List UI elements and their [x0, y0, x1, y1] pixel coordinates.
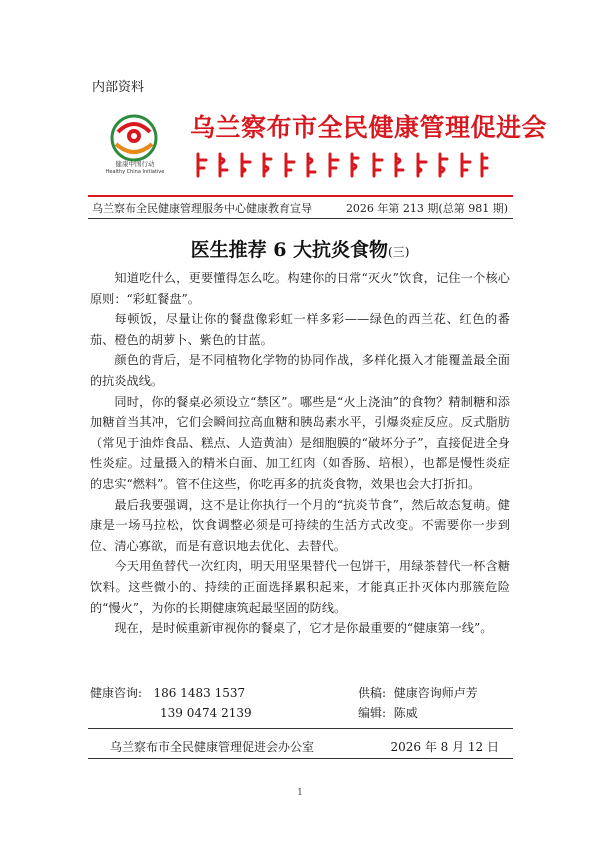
logo-caption-cn: 健康中国行动 [115, 160, 155, 168]
paragraph: 同时，你的餐桌必须设立“禁区”。哪些是“火上浇油”的食物？精制糖和添加糖首当其冲，它们会瞬间拉高血糖和胰岛素水平，引爆炎症反应。反式脂肪（常见于油炸食品、糕点、人造黄油）是细胞膜的“破坏分子”，直接促进全身性炎症。过量摄入的精米白面、加工红肉（如香肠、培根），也都是慢性炎症的忠实“燃料”。管不住这些，你吃再多的抗炎食物，效果也会大打折扣。 [90, 394, 510, 491]
phone-number-2: 139 0474 2139 [160, 706, 252, 720]
article-title-part: (三) [388, 245, 410, 259]
phone-label: 健康咨询: [90, 686, 143, 700]
page-number: 1 [297, 788, 303, 798]
author-label: 供稿: [358, 686, 387, 700]
logo-caption-en: Healthy China Initiative [105, 169, 165, 175]
publisher-label: 乌兰察布全民健康管理服务中心健康教育宣导 [92, 202, 312, 215]
article-body [90, 268, 510, 639]
contact-credits [358, 683, 478, 723]
issue-line [92, 200, 512, 216]
org-title: 乌兰察布市全民健康管理促进会 [190, 113, 548, 142]
editor-label: 编辑: [358, 706, 387, 720]
internal-material-label: 内部资料 [92, 80, 145, 95]
mongolian-script-title [190, 150, 490, 180]
footer-line [110, 738, 505, 755]
issue-number: 2026 年第 213 期(总第 981 期) [345, 202, 508, 215]
paragraph: 今天用鱼替代一次红肉，明天用坚果替代一包饼干，用绿茶替代一杯含糖饮料。这些微小的、持续的正面选择累积起来，才能真正扑灭体内那簇危险的“慢火”，为你的长期健康筑起最坚固的防线。 [90, 559, 510, 615]
paragraph: 颜色的背后，是不同植物化学物的协同作战，多样化摄入才能覆盖最全面的抗炎战线。 [90, 353, 510, 388]
paragraph: 现在，是时候重新审视你的餐桌了，它才是你最重要的“健康第一线”。 [114, 621, 493, 636]
article-title [0, 235, 600, 262]
paragraph: 知道吃什么，更要懂得怎么吃。构建你的日常“灭火”饮食，记住一个核心原则：“彩虹餐盘”。 [90, 271, 510, 306]
footer-rule-top [88, 728, 513, 729]
phone-number-1: 186 1483 1537 [153, 686, 246, 700]
logo-caption [100, 160, 170, 176]
article-title-text: 医生推荐 6 大抗炎食物 [190, 239, 389, 261]
issue-rule [88, 218, 513, 219]
paragraph: 最后我要强调，这不是让你执行一个月的“抗炎节食”，然后故态复萌。健康是一场马拉松，饮食调整必须是可持续的生活方式改变。不需要你一步到位、清心寡欲，而是有意识地去优化、去替代。 [90, 497, 510, 553]
office-name: 乌兰察布市全民健康管理促进会办公室 [110, 740, 315, 754]
contact-phones [90, 683, 252, 723]
paragraph: 每顿饭，尽量让你的餐盘像彩虹一样多彩——绿色的西兰花、红色的番茄、橙色的胡萝卜、紫色的甘蓝。 [90, 312, 510, 347]
footer-rule-bottom [88, 758, 513, 759]
publish-date: 2026 年 8 月 12 日 [390, 740, 499, 754]
editor-name: 陈威 [393, 706, 418, 720]
header-rule [88, 195, 513, 197]
author-name: 健康咨询师卢芳 [393, 686, 478, 700]
